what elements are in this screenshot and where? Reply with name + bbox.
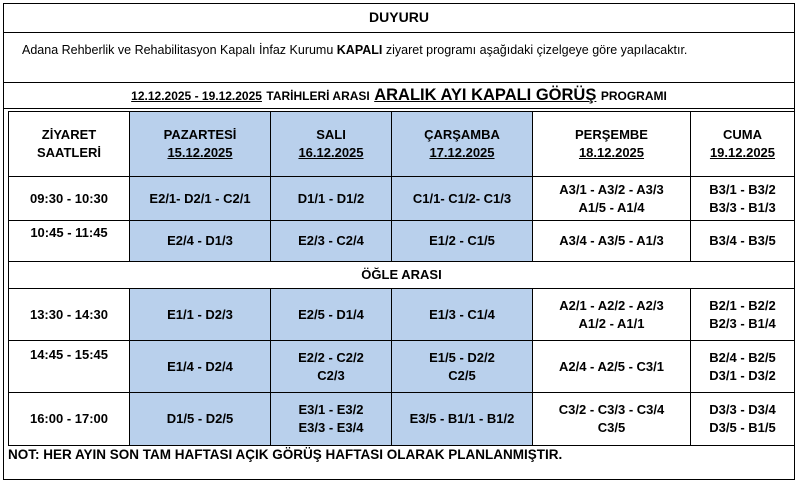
schedule-cell <box>271 341 392 393</box>
table-header-row <box>9 112 795 177</box>
time-slot: 10:45 - 11:45 <box>9 221 130 262</box>
cell-line: C2/5 <box>448 367 476 383</box>
table-row <box>9 177 795 221</box>
visit-schedule-table <box>8 111 795 446</box>
table-row <box>9 393 795 446</box>
schedule-cell <box>691 221 795 262</box>
schedule-cell <box>130 177 271 221</box>
cell-line: C2/3 <box>317 367 345 383</box>
schedule-cell <box>130 393 271 446</box>
intro-text-start: Adana Rehberlik ve Rehabilitasyon Kapalı İnfaz Kurumu <box>22 43 337 57</box>
schedule-cell <box>533 393 691 446</box>
divider <box>4 108 794 109</box>
day-header-wednesday <box>392 112 533 177</box>
schedule-cell <box>691 289 795 341</box>
cell-line: B3/1 - B3/2 <box>709 181 776 197</box>
time-slot: 16:00 - 17:00 <box>9 393 130 446</box>
cell-line: A1/5 - A1/4 <box>578 199 645 215</box>
schedule-cell <box>691 393 795 446</box>
day-name: ÇARŞAMBA <box>424 127 500 142</box>
schedule-cell <box>533 177 691 221</box>
day-date: 18.12.2025 <box>578 145 645 160</box>
schedule-cell <box>271 289 392 341</box>
schedule-cell <box>533 289 691 341</box>
program-between-label: TARİHLERİ ARASI <box>266 89 370 103</box>
program-heading <box>4 86 794 108</box>
cell-line: B3/3 - B1/3 <box>709 199 776 215</box>
cell-line: C3/5 <box>597 420 626 435</box>
lunch-break-row <box>9 262 795 289</box>
schedule-cell <box>533 221 691 262</box>
cell-line: A3/4 - A3/5 - A1/3 <box>559 233 664 248</box>
cell-line: A3/1 - A3/2 - A3/3 <box>559 181 664 197</box>
cell-line: B2/1 - B2/2 <box>709 297 776 313</box>
cell-line: A2/1 - A2/2 - A2/3 <box>559 297 664 313</box>
schedule-cell <box>271 177 392 221</box>
cell-line: B2/3 - B1/4 <box>709 315 776 331</box>
cell-line: C3/2 - C3/3 - C3/4 <box>558 402 665 417</box>
visit-hours-header: ZİYARET SAATLERİ <box>9 112 130 177</box>
day-header-friday <box>691 112 795 177</box>
schedule-cell <box>533 341 691 393</box>
cell-line: A1/2 - A1/1 <box>578 315 645 331</box>
day-header-monday <box>130 112 271 177</box>
schedule-cell <box>130 221 271 262</box>
cell-line: E2/1- D2/1 - C2/1 <box>149 190 251 206</box>
table-row <box>9 341 795 393</box>
schedule-cell <box>392 221 533 262</box>
cell-line: D3/3 - D3/4 <box>709 402 776 417</box>
cell-line: E3/5 - B1/1 - B1/2 <box>409 411 515 426</box>
intro-text-bold: KAPALI <box>336 43 383 57</box>
schedule-cell <box>271 221 392 262</box>
time-slot: 13:30 - 14:30 <box>9 289 130 341</box>
cell-line: E2/5 - D1/4 <box>298 306 364 322</box>
time-slot: 14:45 - 15:45 <box>9 341 130 393</box>
lunch-break-label: ÖĞLE ARASI <box>9 262 795 289</box>
cell-line: E2/4 - D1/3 <box>167 233 233 248</box>
schedule-cell <box>392 341 533 393</box>
visit-notice <box>3 3 795 480</box>
cell-line: C1/1- C1/2- C1/3 <box>412 190 512 206</box>
cell-line: B3/4 - B3/5 <box>709 233 776 248</box>
cell-line: D1/5 - D2/5 <box>166 411 234 426</box>
intro-text-end: ziyaret programı aşağıdaki çizelgeye göre yapılacaktır. <box>382 43 688 57</box>
program-suffix: PROGRAMI <box>600 89 667 103</box>
cell-line: E2/2 - C2/2 <box>298 349 364 365</box>
program-name: ARALIK AYI KAPALI GÖRÜŞ <box>374 86 597 104</box>
day-name: PERŞEMBE <box>575 127 648 142</box>
table-row <box>9 289 795 341</box>
cell-line: E1/1 - D2/3 <box>167 306 233 322</box>
cell-line: D3/5 - B1/5 <box>709 420 776 435</box>
day-name: PAZARTESİ <box>163 127 237 142</box>
day-header-thursday <box>533 112 691 177</box>
cell-line: E1/5 - D2/2 <box>429 349 495 365</box>
cell-line: E1/3 - C1/4 <box>429 306 495 322</box>
table-row <box>9 221 795 262</box>
cell-line: E3/1 - E3/2 <box>298 402 364 417</box>
cell-line: E1/2 - C1/5 <box>429 233 495 248</box>
schedule-cell <box>392 393 533 446</box>
footnote: NOT: HER AYIN SON TAM HAFTASI AÇIK GÖRÜŞ HAFTASI OLARAK PLANLANMIŞTIR. <box>8 447 563 462</box>
schedule-cell <box>130 341 271 393</box>
cell-line: E2/3 - C2/4 <box>298 233 364 248</box>
day-header-tuesday <box>271 112 392 177</box>
day-date: 15.12.2025 <box>167 145 233 160</box>
divider <box>4 82 794 83</box>
schedule-cell <box>691 341 795 393</box>
program-date-range: 12.12.2025 - 19.12.2025 <box>131 89 262 103</box>
notice-intro <box>6 41 786 60</box>
time-slot: 09:30 - 10:30 <box>9 177 130 221</box>
day-date: 19.12.2025 <box>709 145 776 160</box>
divider <box>4 32 794 33</box>
cell-line: D1/1 - D1/2 <box>297 190 365 206</box>
day-name: SALI <box>316 127 346 142</box>
cell-line: E3/3 - E3/4 <box>298 420 364 435</box>
day-date: 16.12.2025 <box>298 145 364 160</box>
cell-line: D3/1 - D3/2 <box>709 367 776 383</box>
cell-line: E1/4 - D2/4 <box>167 358 233 374</box>
schedule-cell <box>392 289 533 341</box>
schedule-cell <box>691 177 795 221</box>
day-name: CUMA <box>723 127 762 142</box>
cell-line: B2/4 - B2/5 <box>709 349 776 365</box>
schedule-cell <box>271 393 392 446</box>
day-date: 17.12.2025 <box>429 145 495 160</box>
schedule-cell <box>130 289 271 341</box>
notice-title: DUYURU <box>369 9 429 25</box>
cell-line: A2/4 - A2/5 - C3/1 <box>558 358 664 374</box>
schedule-cell <box>392 177 533 221</box>
